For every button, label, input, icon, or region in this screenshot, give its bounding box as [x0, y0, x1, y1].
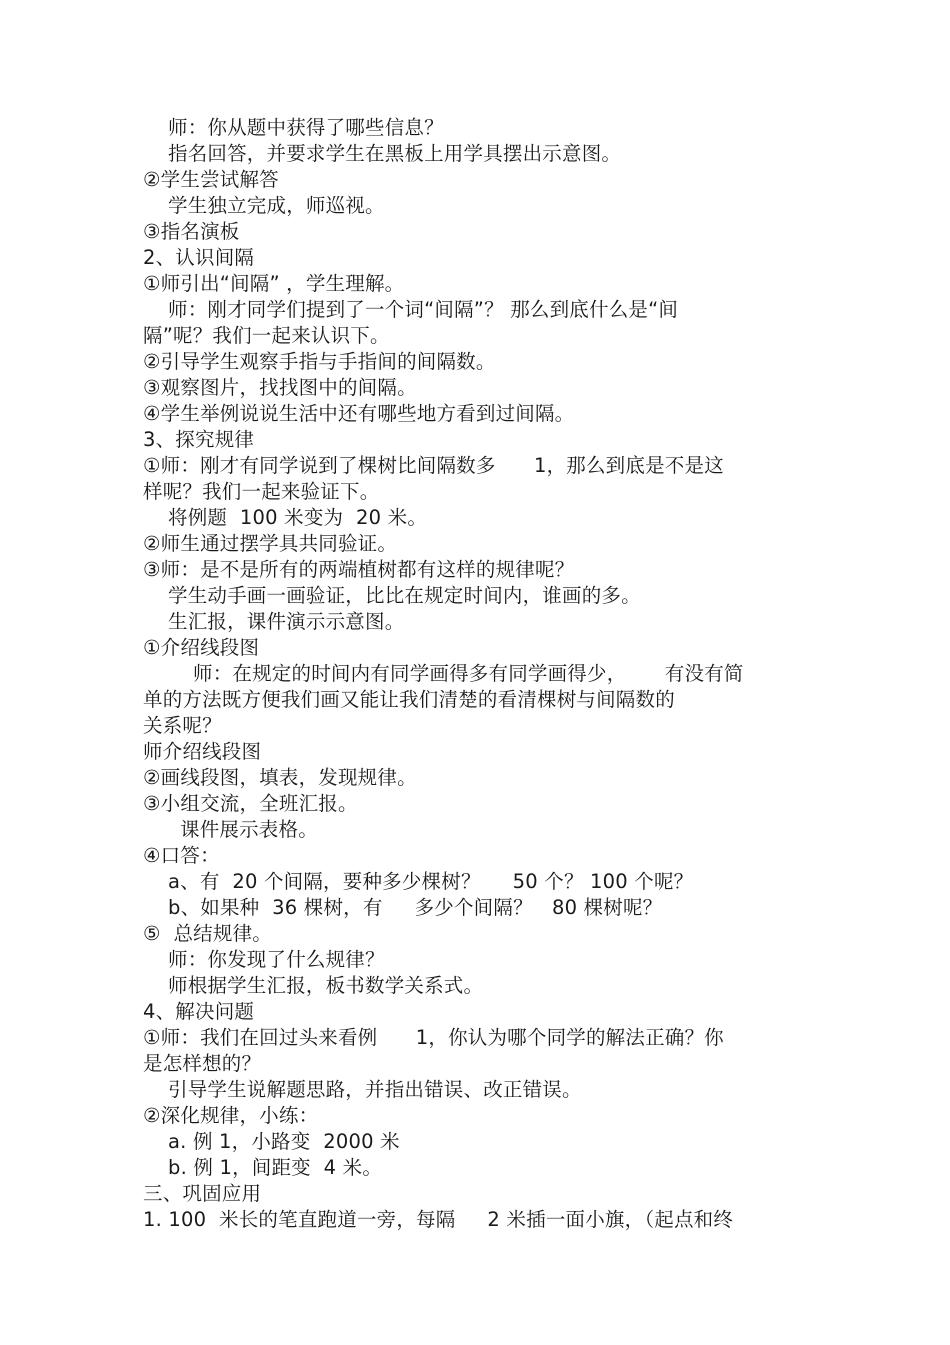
text-line: ②深化规律，小练： — [143, 1104, 319, 1127]
text-line: ⑤ 总结规律。 — [143, 922, 272, 945]
section-heading: 三、巩固应用 — [143, 1182, 262, 1205]
text-line: ③观察图片，找找图中的间隔。 — [143, 376, 417, 399]
text-line: 单的方法既方便我们画又能让我们清楚的看清棵树与间隔数的 — [143, 688, 675, 711]
text-line: 师介绍线段图 — [143, 740, 262, 763]
section-heading: 2、认识间隔 — [143, 246, 255, 269]
text-line: 生汇报，课件演示示意图。 — [168, 610, 405, 633]
text-line: ①师：刚才有同学说到了棵树比间隔数多 1，那么到底是不是这 — [143, 454, 724, 477]
text-line: 将例题 100 米变为 20 米。 — [168, 506, 428, 529]
text-line: ②学生尝试解答 — [143, 168, 279, 191]
text-line: ④口答： — [143, 844, 220, 867]
text-line: 师：你发现了什么规律？ — [168, 948, 385, 971]
text-line: 1. 100 米长的笔直跑道一旁，每隔 2 米插一面小旗，（起点和终 — [143, 1208, 734, 1231]
section-heading: 4、解决问题 — [143, 1000, 255, 1023]
text-line: ③师：是不是所有的两端植树都有这样的规律呢？ — [143, 558, 575, 581]
text-line: ②引导学生观察手指与手指间的间隔数。 — [143, 350, 496, 373]
text-line: 课件展示表格。 — [180, 818, 318, 841]
text-line: 师：刚才同学们提到了一个词“间隔”？ 那么到底什么是“间 — [168, 298, 679, 321]
text-line: ②画线段图，填表，发现规律。 — [143, 766, 417, 789]
text-line: 师：在规定的时间内有同学画得多有同学画得少， 有没有简 — [193, 662, 744, 685]
text-line: 学生独立完成，师巡视。 — [168, 194, 385, 217]
text-line: 是怎样想的？ — [143, 1052, 262, 1075]
text-line: 师根据学生汇报，板书数学关系式。 — [168, 974, 484, 997]
text-line: b、如果种 36 棵树，有 多少个间隔？ 80 棵树呢？ — [168, 896, 663, 919]
text-line: b. 例 1，间距变 4 米。 — [168, 1156, 383, 1179]
text-line: ③指名演板 — [143, 220, 240, 243]
section-heading: 3、探究规律 — [143, 428, 255, 451]
text-line: a、有 20 个间隔，要种多少棵树？ 50 个？ 100 个呢？ — [168, 870, 694, 893]
text-line: ③小组交流，全班汇报。 — [143, 792, 358, 815]
text-line: ④学生举例说说生活中还有哪些地方看到过间隔。 — [143, 402, 575, 425]
text-line: 指名回答，并要求学生在黑板上用学具摆出示意图。 — [168, 142, 622, 165]
text-line: 学生动手画一画验证，比比在规定时间内，谁画的多。 — [168, 584, 641, 607]
text-line: ①师引出“间隔” ，学生理解。 — [143, 272, 405, 295]
text-line: 引导学生说解题思路，并指出错误、改正错误。 — [168, 1078, 582, 1101]
text-line: ①介绍线段图 — [143, 636, 260, 659]
text-line: ②师生通过摆学具共同验证。 — [143, 532, 398, 555]
text-line: ①师：我们在回过头来看例 1，你认为哪个同学的解法正确？你 — [143, 1026, 724, 1049]
text-line: a. 例 1，小路变 2000 米 — [168, 1130, 400, 1153]
text-line: 师：你从题中获得了哪些信息？ — [168, 116, 444, 139]
text-line: 样呢？我们一起来验证下。 — [143, 480, 380, 503]
text-line: 关系呢？ — [143, 714, 222, 737]
text-line: 隔”呢？我们一起来认识下。 — [143, 324, 390, 347]
